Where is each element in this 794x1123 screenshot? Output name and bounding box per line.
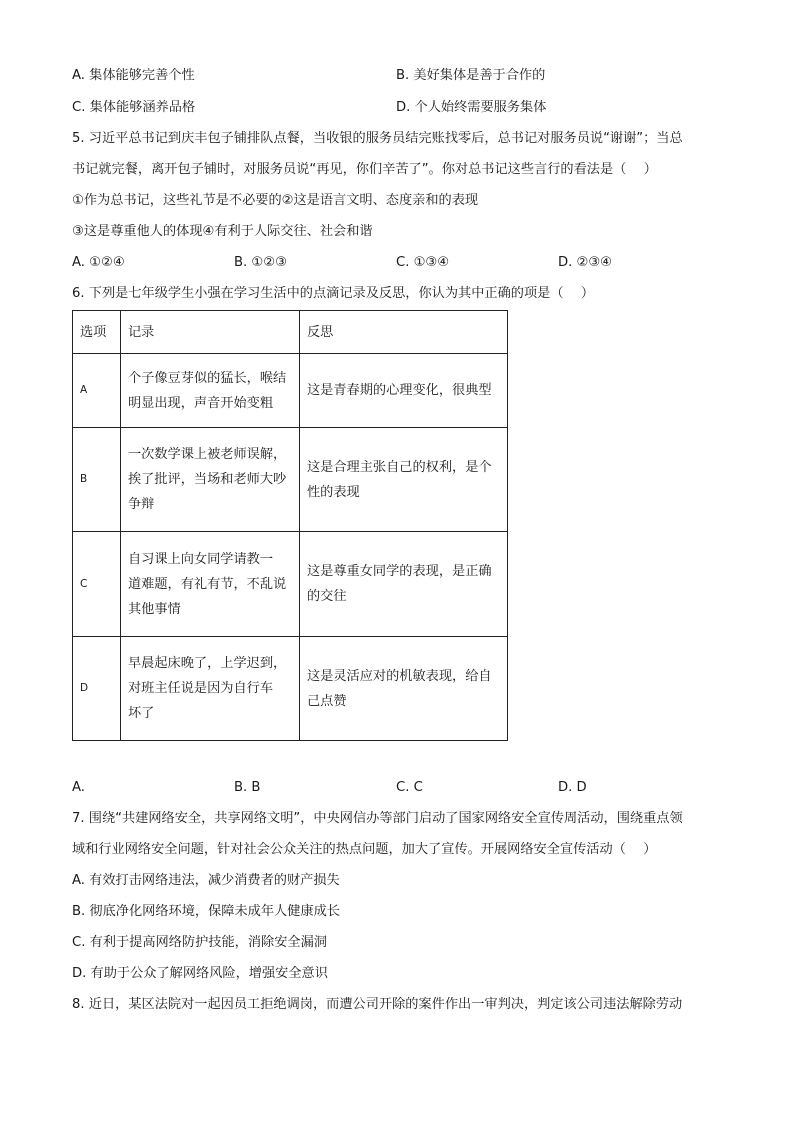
q5-stem-line1: 5. 习近平总书记到庆丰包子铺排队点餐，当收银的服务员结完账找零后，总书记对服务员说“谢谢”；当总 <box>72 131 683 146</box>
record-line: 坏了 <box>128 706 155 721</box>
q5-option-a: A. ①②④ <box>72 255 125 270</box>
header-reflection: 反思 <box>300 311 508 354</box>
q6-option-c: C. C <box>396 780 423 795</box>
q8-stem-line1: 8. 近日，某区法院对一起因员工拒绝调岗，而遭公司开除的案件作出一审判决，判定该公司违法解除劳动 <box>72 997 683 1012</box>
option-c: C. 集体能够涵养品格 <box>72 100 196 115</box>
q5-option-b: B. ①②③ <box>234 255 287 270</box>
table-row <box>73 637 508 741</box>
q7-option-a: A. 有效打击网络违法，减少消费者的财产损失 <box>72 873 340 888</box>
header-record: 记录 <box>121 311 300 354</box>
reflection-line: 己点赞 <box>307 693 347 709</box>
record-line: 个子像豆芽似的猛长，喉结 <box>128 370 287 386</box>
q6-option-a: A. <box>72 780 85 795</box>
option-b: B. 美好集体是善于合作的 <box>396 68 546 83</box>
row-option: A <box>73 354 121 428</box>
record-line: 一次数学课上被老师误解， <box>128 447 287 462</box>
record-line: 挨了批评，当场和老师大吵 <box>128 472 287 487</box>
row-option: D <box>73 637 121 741</box>
q5-option-c: C. ①③④ <box>396 255 450 270</box>
row-reflection <box>300 637 508 741</box>
row-reflection <box>300 428 508 532</box>
q5-stem-line2: 书记就完餐，离开包子铺时，对服务员说“再见，你们辛苦了”。你对总书记这些言行的看法是（ ） <box>72 162 657 177</box>
header-option: 选项 <box>73 311 121 354</box>
record-line: 明显出现，声音开始变粗 <box>128 395 274 411</box>
row-option: C <box>73 532 121 637</box>
row-record <box>121 637 300 741</box>
record-line: 其他事情 <box>128 601 181 617</box>
reflection-line: 这是青春期的心理变化，很典型 <box>307 383 492 398</box>
q5-option-d: D. ②③④ <box>558 255 613 270</box>
row-reflection <box>300 354 508 428</box>
table-row <box>73 532 508 637</box>
reflection-line: 性的表现 <box>307 484 360 500</box>
record-line: 早晨起床晚了，上学迟到， <box>128 656 287 671</box>
q7-option-b: B. 彻底净化网络环境，保障未成年人健康成长 <box>72 904 340 919</box>
option-d: D. 个人始终需要服务集体 <box>396 100 547 115</box>
row-record <box>121 532 300 637</box>
table-row <box>73 428 508 532</box>
record-line: 道难题，有礼有节，不乱说 <box>128 576 287 592</box>
q5-statements-2: ③这是尊重他人的体现④有利于人际交往、社会和谐 <box>72 224 373 239</box>
record-line: 争辩 <box>128 497 155 512</box>
reflection-line: 的交往 <box>307 589 347 604</box>
q7-stem-line2: 域和行业网络安全问题，针对社会公众关注的热点问题，加大了宣传。开展网络安全宣传活动（ ） <box>72 842 657 857</box>
row-option: B <box>73 428 121 532</box>
q6-stem: 6. 下列是七年级学生小强在学习生活中的点滴记录及反思，你认为其中正确的项是（ ） <box>72 286 595 301</box>
record-line: 对班主任说是因为自行车 <box>128 681 274 696</box>
q6-option-b: B. B <box>234 780 261 795</box>
q7-option-d: D. 有助于公众了解网络风险，增强安全意识 <box>72 966 328 981</box>
record-line: 自习课上向女同学请教一 <box>128 551 274 567</box>
reflection-line: 这是灵活应对的机敏表现，给自 <box>307 668 492 684</box>
q7-stem-line1: 7. 围绕“共建网络安全，共享网络文明”，中央网信办等部门启动了国家网络安全宣传周活动，围绕重点领 <box>72 811 683 826</box>
reflection-line: 这是合理主张自己的权利，是个 <box>307 459 492 475</box>
row-record <box>121 428 300 532</box>
option-a: A. 集体能够完善个性 <box>72 68 195 83</box>
q7-option-c: C. 有利于提高网络防护技能，消除安全漏洞 <box>72 935 327 950</box>
q6-option-d: D. D <box>558 780 587 795</box>
table-header-row <box>73 311 508 354</box>
q5-statements-1: ①作为总书记，这些礼节是不必要的②这是语言文明、态度亲和的表现 <box>72 193 479 208</box>
row-record <box>121 354 300 428</box>
reflection-line: 这是尊重女同学的表现，是正确 <box>307 564 492 579</box>
q6-table <box>72 310 508 741</box>
row-reflection <box>300 532 508 637</box>
table-row <box>73 354 508 428</box>
